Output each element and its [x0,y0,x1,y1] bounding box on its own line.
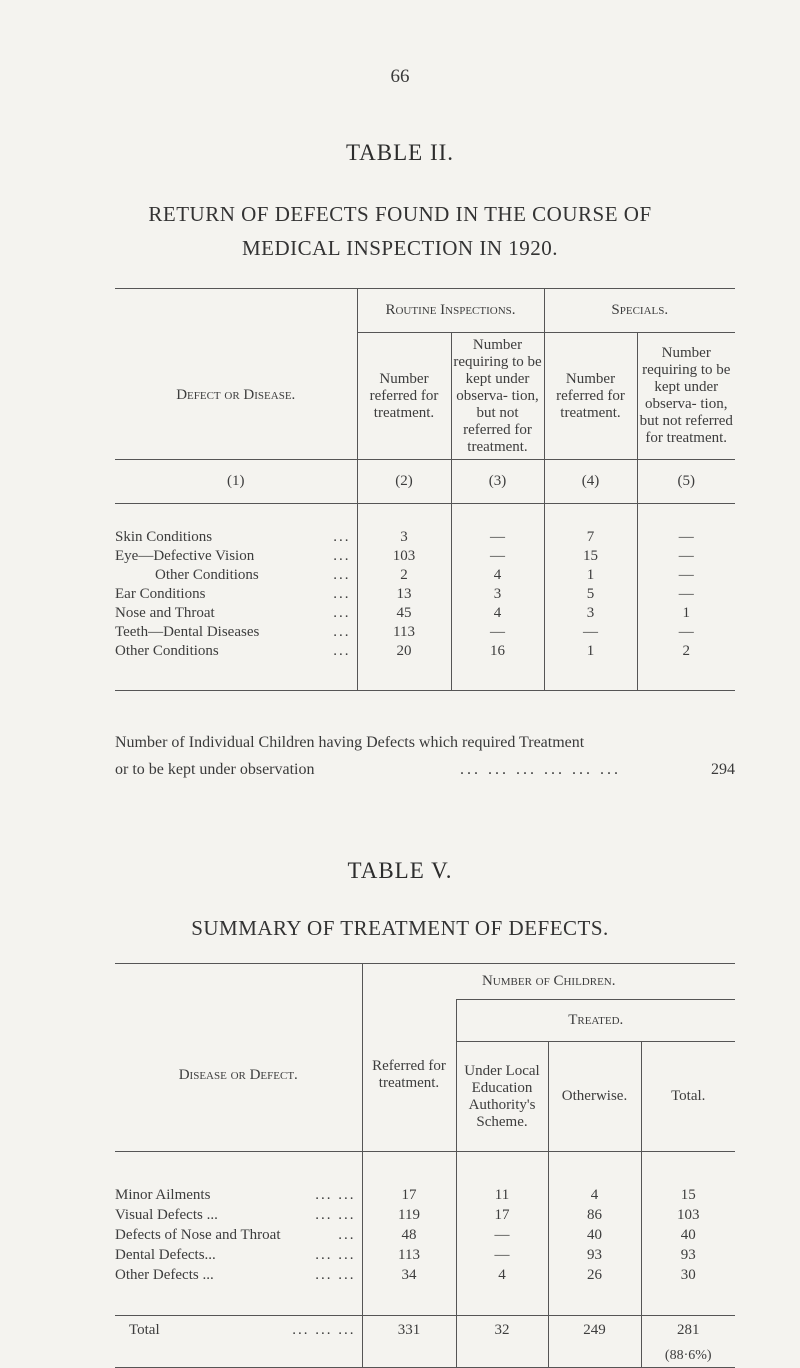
table-row [115,547,735,566]
leader-dots: ... ... ... [292,1322,356,1339]
leader-dots: ... [333,623,351,640]
cell-referred: 48 [362,1226,456,1246]
leader-dots: ... [333,585,351,602]
header-number-of-children: Number of Children. [362,964,735,1000]
cell-referred: 103 [357,547,451,566]
cell-referred: 2 [357,566,451,585]
column-number: (2) [357,460,451,504]
cell-otherwise: 4 [548,1186,641,1206]
header-referred-for-treatment: Referred for treatment. [362,1000,456,1152]
cell-grand-total: 281 [641,1316,735,1346]
leader-dots: ... ... [315,1187,356,1203]
table-row [115,566,735,585]
row-label: Visual Defects ... [115,1207,218,1223]
cell-referred: 17 [362,1186,456,1206]
header-routine-inspections: Routine Inspections. [357,289,544,333]
cell-observation: 4 [451,604,544,623]
cell-specials-observation: — [637,566,735,585]
cell-referred: 119 [362,1206,456,1226]
treatment-note-line2 [115,761,735,779]
row-label: Minor Ailments [115,1187,211,1203]
leader-dots: ... [333,604,351,621]
cell-total: 93 [641,1246,735,1266]
cell-specials-referred: 7 [544,528,637,547]
cell-referred-total: 331 [362,1316,456,1346]
cell-observation: — [451,547,544,566]
row-label: Skin Conditions [115,528,213,545]
leader-dots: ... [333,528,351,545]
leader-dots: ... ... [315,1247,356,1263]
table-row [115,642,735,661]
leader-dots: ... [333,547,351,564]
treatment-note-line1: Number of Individual Children having Defects which required Treatment [115,734,585,751]
cell-observation: 4 [451,566,544,585]
cell-specials-observation: — [637,547,735,566]
row-label: Other Conditions [115,642,219,659]
row-label: Defects of Nose and Throat [115,1227,281,1243]
header-disease-or-defect: Disease or Defect. [178,1066,298,1083]
cell-specials-referred: 15 [544,547,637,566]
row-label: Dental Defects... [115,1247,216,1263]
cell-otherwise: 40 [548,1226,641,1246]
page-number: 66 [390,66,410,87]
cell-total: 103 [641,1206,735,1226]
leader-dots: ... ... [315,1207,356,1223]
leader-dots: ... [338,1227,356,1243]
cell-specials-referred: 1 [544,566,637,585]
leader-dots: ... ... [315,1267,356,1283]
cell-specials-observation: — [637,623,735,642]
cell-otherwise: 26 [548,1266,641,1286]
total-percent: (88·6%) [641,1346,735,1368]
treatment-note-text: or to be kept under observation [115,761,315,778]
row-label: Nose and Throat [115,604,215,621]
cell-total: 40 [641,1226,735,1246]
table-row [115,623,735,642]
cell-otherwise-total: 249 [548,1316,641,1346]
table-row [115,1266,735,1286]
column-number: (5) [637,460,735,504]
column-number: (3) [451,460,544,504]
cell-under-scheme: — [456,1246,548,1266]
table-row [115,1206,735,1226]
table2-title: TABLE II. [345,140,455,165]
table-row [115,585,735,604]
cell-referred: 3 [357,528,451,547]
cell-specials-referred: — [544,623,637,642]
header-under-lea-scheme: Under Local Education Authority's Scheme. [456,1042,548,1152]
header-specials-observation: Number requiring to be kept under observa- tion, but not referred for treatment. [637,333,735,460]
cell-referred: 13 [357,585,451,604]
leader-dots: ... [333,642,351,659]
cell-referred: 45 [357,604,451,623]
header-total: Total. [641,1042,735,1152]
row-label: Other Defects ... [115,1267,214,1283]
header-specials-referred: Number referred for treatment. [544,333,637,460]
cell-observation: 3 [451,585,544,604]
cell-referred: 20 [357,642,451,661]
cell-observation: — [451,623,544,642]
column-number: (4) [544,460,637,504]
cell-referred: 113 [357,623,451,642]
table-row [115,1246,735,1266]
cell-specials-observation: 1 [637,604,735,623]
treatment-note-value: 294 [711,761,735,778]
table5-subtitle: SUMMARY OF TREATMENT OF DEFECTS. [191,916,609,940]
cell-total: 30 [641,1266,735,1286]
cell-specials-observation: 2 [637,642,735,661]
table-row [115,528,735,547]
cell-under-scheme: 11 [456,1186,548,1206]
cell-observation: 16 [451,642,544,661]
cell-total: 15 [641,1186,735,1206]
cell-otherwise: 93 [548,1246,641,1266]
table5-title: TABLE V. [347,858,453,883]
header-routine-referred: Number referred for treatment. [357,333,451,460]
row-label: Ear Conditions [115,585,206,602]
cell-specials-referred: 5 [544,585,637,604]
header-routine-observation: Number requiring to be kept under observa- tion, but not referred for treatment. [451,333,544,460]
cell-specials-referred: 1 [544,642,637,661]
cell-referred: 113 [362,1246,456,1266]
table2-subtitle-line1: RETURN OF DEFECTS FOUND IN THE COURSE OF [148,202,652,226]
table-row [115,604,735,623]
row-label: Eye—Defective Vision [115,547,255,564]
leader-dots: ... [333,566,351,583]
row-label: Other Conditions [155,566,259,583]
cell-specials-observation: — [637,528,735,547]
cell-specials-referred: 3 [544,604,637,623]
cell-specials-observation: — [637,585,735,604]
cell-observation: — [451,528,544,547]
table5-treatment-summary [115,963,735,1368]
cell-referred: 34 [362,1266,456,1286]
row-label: Teeth—Dental Diseases [115,623,260,640]
cell-under-scheme: — [456,1226,548,1246]
cell-under-scheme-total: 32 [456,1316,548,1346]
table2-defects-return [115,288,735,691]
table-row [115,1226,735,1246]
header-defect-or-disease: Defect or Disease. [176,387,296,404]
leader-dots: ... ... ... ... ... ... [460,761,621,778]
cell-under-scheme: 4 [456,1266,548,1286]
table2-subtitle-line2: MEDICAL INSPECTION IN 1920. [241,236,559,260]
column-number: (1) [115,460,357,504]
cell-otherwise: 86 [548,1206,641,1226]
table-row [115,1186,735,1206]
header-otherwise: Otherwise. [548,1042,641,1152]
cell-under-scheme: 17 [456,1206,548,1226]
header-treated: Treated. [456,1000,735,1042]
total-label: Total [129,1322,160,1339]
header-specials: Specials. [544,289,735,333]
